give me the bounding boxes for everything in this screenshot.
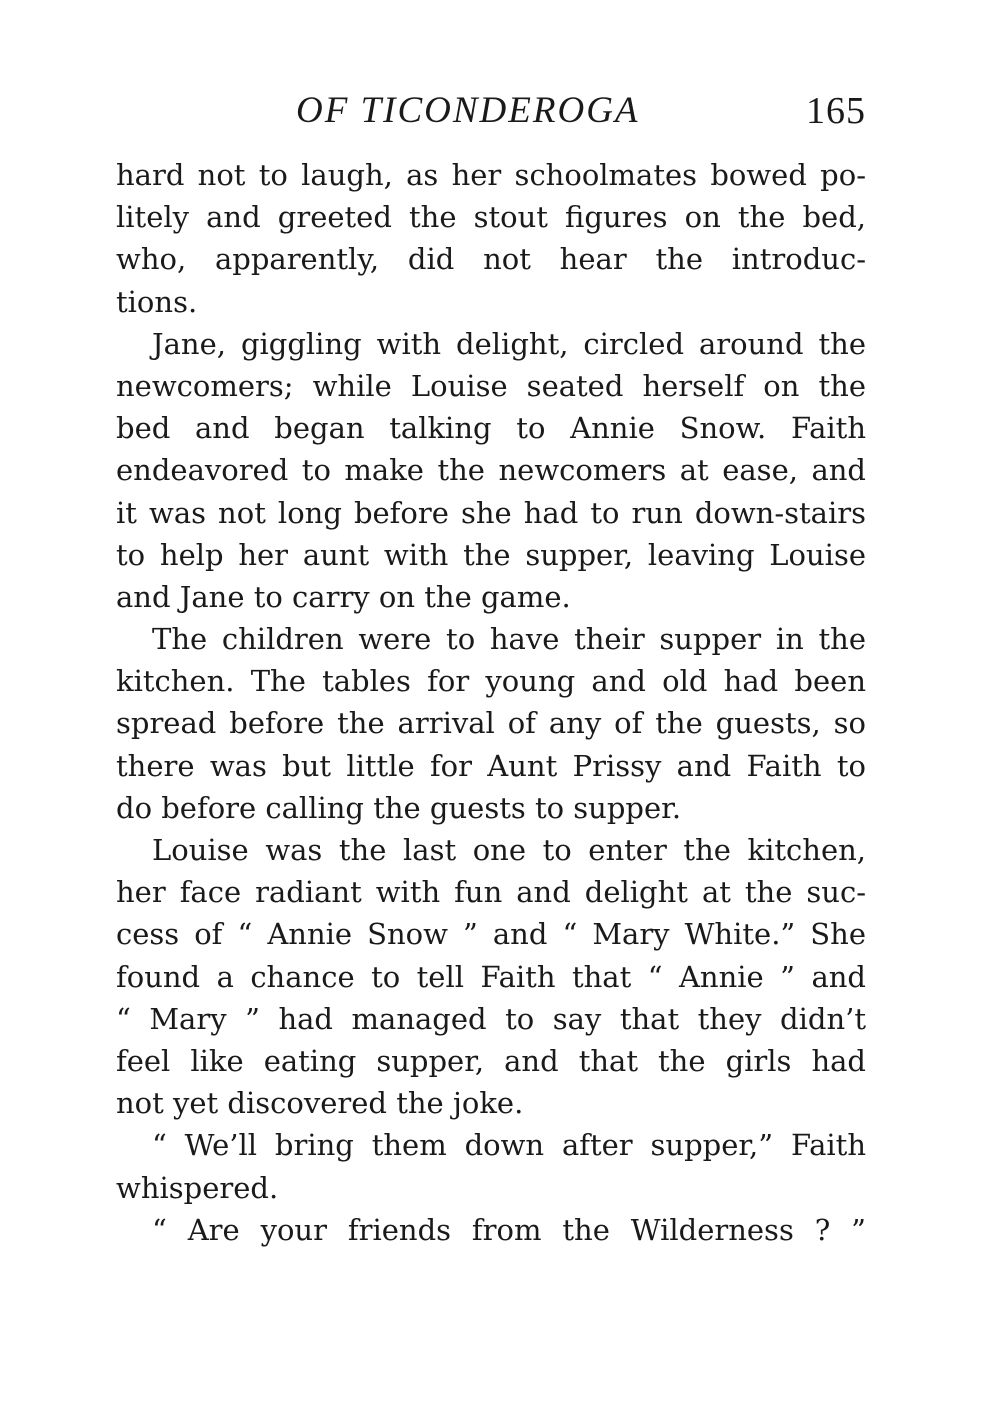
text-line: “ We’ll bring them down after supper,” Faith [152, 1128, 866, 1163]
text-line: to help her aunt with the supper, leaving Louise [116, 537, 866, 572]
text-line: “ Mary ” had managed to say that they didn’t [116, 1001, 866, 1036]
page-number: 165 [806, 90, 866, 132]
text-line: The children were to have their supper in the [152, 622, 866, 657]
running-header [112, 86, 870, 136]
text-line: do before calling the guests to supper. [116, 790, 682, 825]
text-line: hard not to laugh, as her schoolmates bowed po- [116, 158, 866, 192]
text-line: and Jane to carry on the game. [116, 579, 571, 614]
text-line: litely and greeted the stout figures on the bed, [116, 200, 866, 235]
text-line: it was not long before she had to run down-stairs [116, 495, 866, 530]
text-line: cess of “ Annie Snow ” and “ Mary White.” She [116, 917, 866, 952]
running-title: OF TICONDEROGA [296, 90, 640, 131]
text-line: kitchen. The tables for young and old had been [116, 664, 866, 699]
text-line: Jane, giggling with delight, circled around the [152, 326, 866, 361]
text-line: “ Are your friends from the Wilderness ? ” [152, 1212, 866, 1247]
text-line: endeavored to make the newcomers at ease, and [116, 453, 866, 488]
text-line: her face radiant with fun and delight at the suc- [116, 875, 866, 910]
text-line: newcomers; while Louise seated herself on the [116, 368, 866, 403]
text-line: found a chance to tell Faith that “ Annie ” and [116, 959, 866, 994]
text-line: whispered. [116, 1170, 279, 1205]
text-line: Louise was the last one to enter the kitchen, [152, 833, 866, 867]
text-line: feel like eating supper, and that the girls had [116, 1043, 866, 1078]
text-line: tions. [116, 284, 198, 319]
text-line: there was but little for Aunt Prissy and Faith to [116, 748, 866, 783]
text-line: who, apparently, did not hear the introduc- [116, 242, 866, 277]
text-line: bed and began talking to Annie Snow. Faith [116, 411, 866, 446]
body-text [116, 154, 866, 1251]
text-line: not yet discovered the joke. [116, 1086, 524, 1121]
text-line: spread before the arrival of any of the guests, so [116, 706, 866, 741]
